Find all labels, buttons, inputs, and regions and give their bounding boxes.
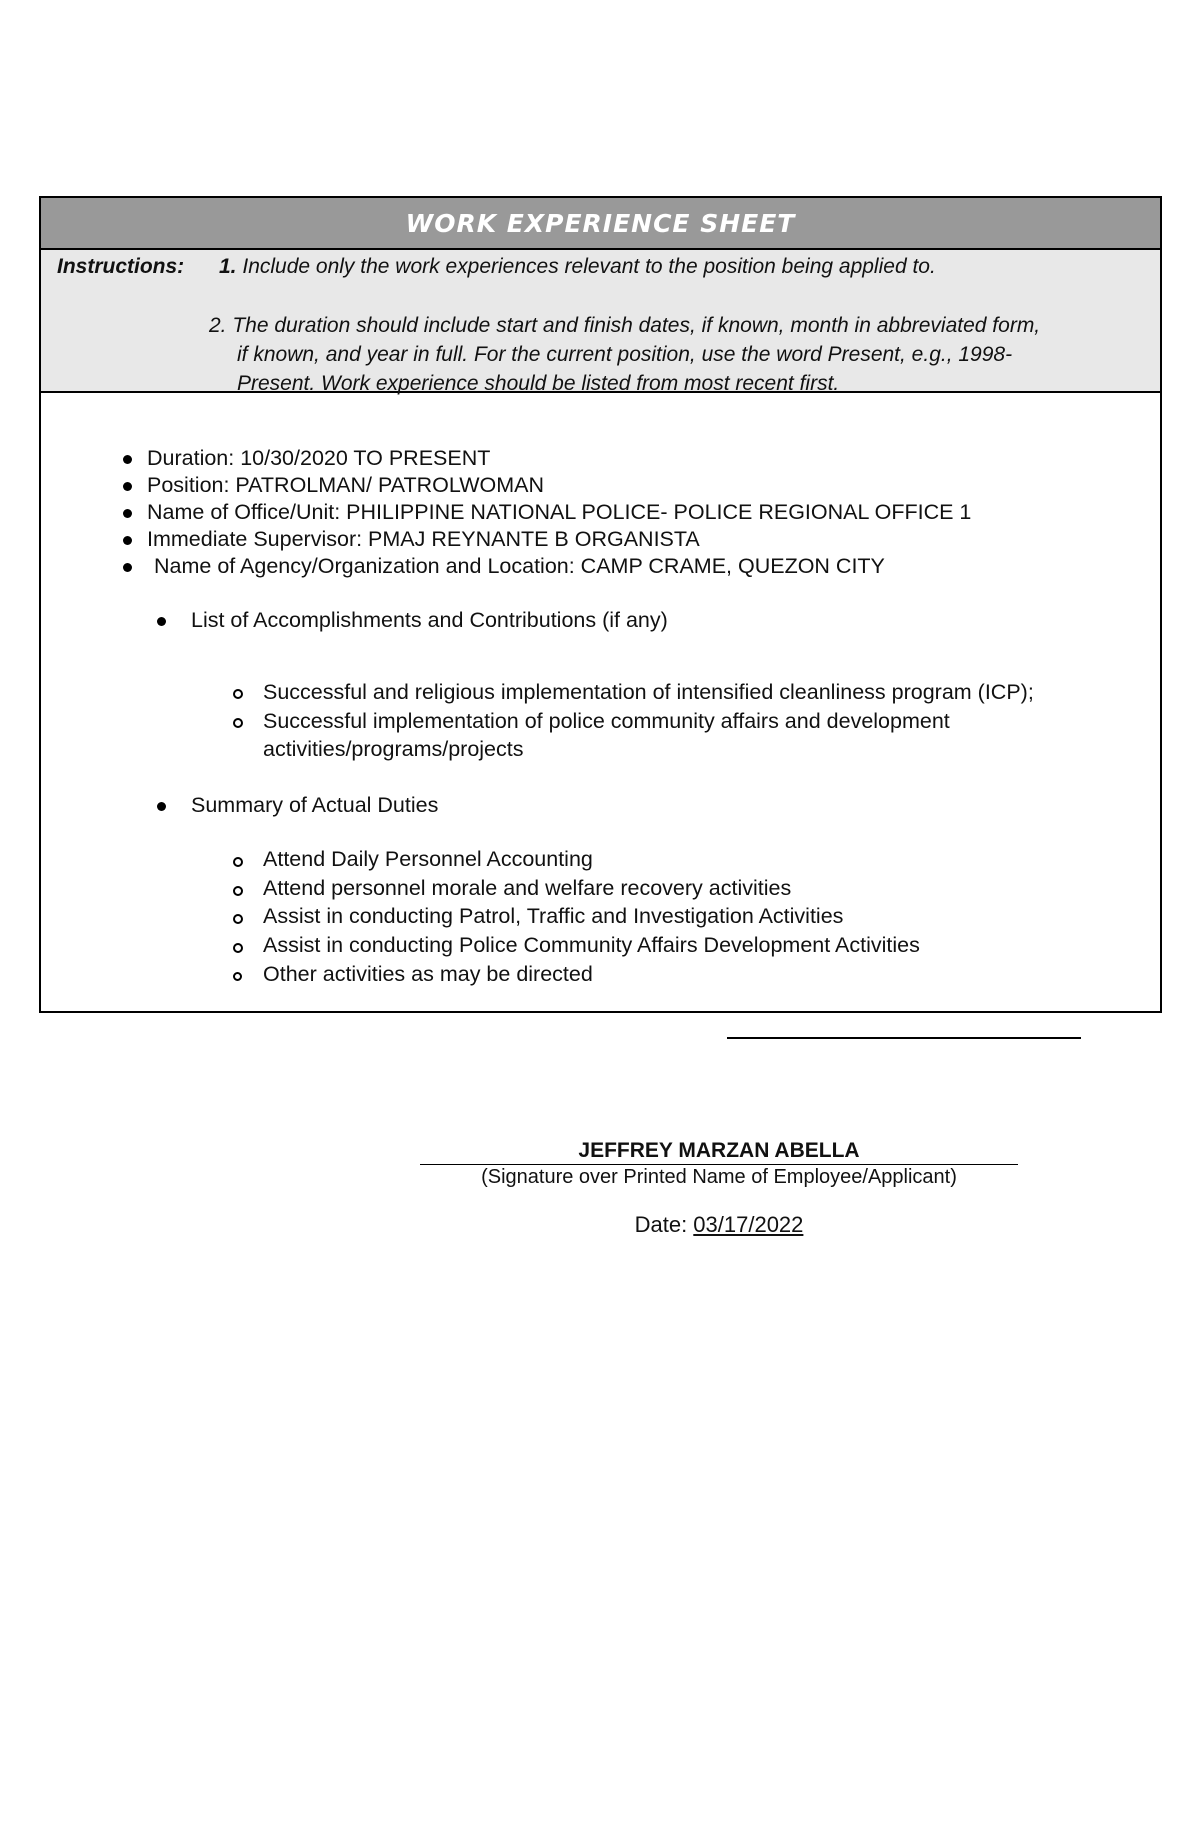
duty-item: Attend Daily Personnel Accounting: [263, 847, 593, 871]
duty-item: Assist in conducting Police Community Affairs Development Activities: [263, 933, 920, 957]
circle-bullet-icon: [233, 857, 243, 867]
date-label: Date:: [634, 1212, 694, 1237]
bullet-icon: [123, 482, 132, 491]
date-line: [420, 1212, 1018, 1238]
instruction-2-line-3: Present. Work experience should be listed from most recent first.: [237, 372, 840, 395]
bullet-icon: [123, 509, 132, 518]
accomplishment-item-continued: activities/programs/projects: [263, 737, 524, 761]
instruction-2: [209, 311, 1149, 398]
circle-bullet-icon: [233, 943, 243, 953]
signature-line: [727, 1037, 1081, 1039]
instruction-1: [219, 252, 936, 281]
date-value: 03/17/2022: [693, 1212, 804, 1237]
bullet-icon: [123, 455, 132, 464]
accomplishments-heading: List of Accomplishments and Contributions (if any): [191, 608, 668, 632]
accomplishment-item: Successful and religious implementation of intensified cleanliness program (ICP);: [263, 680, 1034, 704]
bullet-icon: [157, 617, 166, 626]
sheet-title: WORK EXPERIENCE SHEET: [41, 198, 1160, 250]
circle-bullet-icon: [233, 689, 243, 699]
agency-text: Name of Agency/Organization and Location: CAMP CRAME, QUEZON CITY: [154, 554, 885, 578]
duty-item: Attend personnel morale and welfare recovery activities: [263, 876, 792, 900]
signature-caption: (Signature over Printed Name of Employee/Applicant): [481, 1166, 957, 1188]
office-text: Name of Office/Unit: PHILIPPINE NATIONAL POLICE- POLICE REGIONAL OFFICE 1: [147, 500, 972, 524]
bullet-icon: [123, 536, 132, 545]
instruction-2-line-1: 2. The duration should include start and finish dates, if known, month in abbreviated form,: [209, 314, 1041, 337]
circle-bullet-icon: [233, 972, 242, 981]
supervisor-text: Immediate Supervisor: PMAJ REYNANTE B ORGANISTA: [147, 527, 700, 551]
work-experience-sheet: [39, 196, 1162, 1013]
duties-heading: Summary of Actual Duties: [191, 793, 439, 817]
instruction-1-text: Include only the work experiences relevant to the position being applied to.: [242, 255, 936, 278]
instruction-2-line-2: if known, and year in full. For the current position, use the word Present, e.g., 1998-: [237, 343, 1013, 366]
instruction-1-number: 1.: [219, 255, 237, 278]
circle-bullet-icon: [233, 886, 243, 896]
duty-item: Assist in conducting Patrol, Traffic and Investigation Activities: [263, 904, 844, 928]
employee-name: JEFFREY MARZAN ABELLA: [420, 1138, 1018, 1165]
duty-item: Other activities as may be directed: [263, 962, 593, 986]
bullet-icon: [123, 563, 132, 572]
accomplishment-item: Successful implementation of police community affairs and development: [263, 709, 950, 733]
circle-bullet-icon: [233, 718, 243, 728]
duration-text: Duration: 10/30/2020 TO PRESENT: [147, 446, 491, 470]
instructions-panel: [41, 250, 1160, 393]
instructions-label: Instructions:: [57, 255, 185, 278]
circle-bullet-icon: [233, 914, 243, 924]
position-text: Position: PATROLMAN/ PATROLWOMAN: [147, 473, 545, 497]
bullet-icon: [157, 802, 166, 811]
